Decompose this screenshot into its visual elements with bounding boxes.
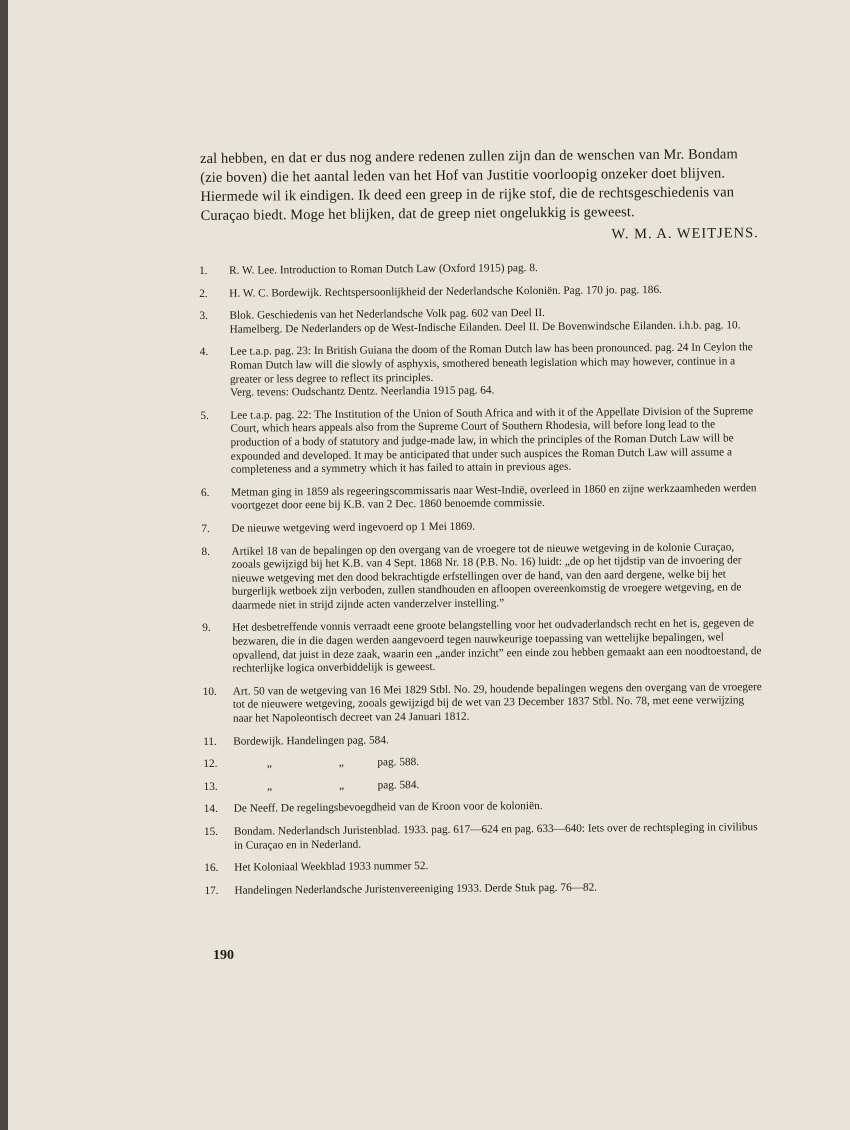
footnote-text: Het Koloniaal Weekblad 1933 nummer 52. (234, 860, 429, 874)
footnote-text-2: Hamelberg. De Nederlanders op de West-Indische Eilanden. Deel II. De Bovenwindsche Eilanden. i.h.b. pag. 10. (229, 319, 741, 336)
footnote-15 (203, 821, 764, 853)
footnote-text: pag. 584. (377, 778, 420, 792)
footnote-1 (201, 260, 759, 278)
ditto-mark: „ (266, 780, 273, 793)
footnote-2 (201, 283, 759, 301)
footnote-number: 9. (202, 622, 211, 635)
footnote-text: H. W. C. Bordewijk. Rechtspersoonlijkheid der Nederlandsche Koloniën. Pag. 170 jo. pag. 186. (229, 283, 662, 300)
footnote-text: pag. 588. (377, 756, 420, 769)
footnote-17 (206, 880, 764, 898)
paragraph-2: Hiermede wil ik eindigen. Ik deed een greep in de rijke stof, die de rechtsgeschiedenis van Curaçao biedt. Moge het blijken, dat de greep niet ongelukkig is geweest. (200, 184, 735, 224)
footnote-number: 14. (203, 803, 218, 816)
page-number: 190 (213, 948, 234, 963)
footnote-10 (202, 680, 763, 727)
footnote-text: Art. 50 van de wetgeving van 16 Mei 1829 Stbl. No. 29, houdende bepalingen wegens den overgang van de vroegere tot de nieuwere wetgeving, zooals gewijzigd bij de wet van 23 December 1837 Stbl. No. 78, met eene verwijzing naar het Napoleontisch decreet van 24 Januari 1812. (232, 680, 762, 725)
footnote-3 (201, 305, 759, 337)
footnote-number: 2. (199, 287, 208, 300)
footnote-16 (206, 857, 764, 875)
ditto-mark: „ (338, 756, 344, 770)
footnote-text: Bordewijk. Handelingen pag. 584. (233, 734, 389, 748)
footnote-text: Artikel 18 van de bepalingen op den overgang van de vroegere tot de nieuwe wetgeving in de kolonie Curaçao, zooals gewijzigd bij het K.B. van 4 Sept. 1868 Nr. 18 (P.B. No. 16) luidt: „de op het tijdstip van de invoering der nieuwe wetgeving met den dood bekrachtigde erfstellingen over de hand, van den aard dergene, welke bij het burgerlijk wetboek zijn verboden, zullen standhouden en afloopen overeenkomstig de vroegere wetgeving, en de daarmede niet in strijd zijnde acten vanderzelver instelling.” (231, 540, 742, 612)
footnote-text: Metman ging in 1859 als regeeringscommissaris naar West-Indië, overleed in 1860 en zijne werkzaamheden werden voortgezet door eene bij K.B. van 2 Dec. 1860 benoemde commissie. (230, 481, 757, 513)
footnote-6 (200, 481, 761, 514)
footnote-text: De nieuwe wetgeving werd ingevoerd op 1 Mei 1869. (231, 520, 476, 535)
footnote-text: Lee t.a.p. pag. 22: The Institution of the Union of South Africa and with it of the Appellate Division of the Supreme Court, which hears appeals also from the Supreme Court of Southern Rhodesia, will before long lead to the production of a body of statutory and judge-made law, in which the principles of the Roman Dutch Law will be expounded and developed. It may be anticipated that under such auspices the Roman Dutch Law will assume a completeness and a symmetry which it has failed to attain in previous ages. (230, 404, 754, 476)
footnote-11 (205, 731, 763, 749)
author-signature: W. M. A. WEITJENS. (611, 225, 759, 243)
footnote-number: 10. (202, 685, 217, 698)
ditto-mark: „ (338, 779, 345, 792)
footnote-5 (202, 405, 761, 478)
ditto-mark: „ (266, 757, 272, 770)
scan-edge (0, 0, 8, 1130)
footnote-13 (203, 776, 764, 794)
footnote-number: 13. (203, 780, 218, 793)
footnote-12 (205, 753, 763, 771)
footnote-4 (199, 341, 760, 400)
footnotes (201, 260, 765, 898)
footnote-number: 6. (200, 486, 210, 499)
paragraph-1: zal hebben, en dat er dus nog andere redenen zullen zijn dan de wenschen van Mr. Bondam (zie boven) die het aantal leden van het Hof van Justitie voorloopig onzeker doet blijven. (200, 146, 738, 186)
footnote-number: 11. (203, 735, 217, 748)
footnote-number: 5. (200, 409, 209, 422)
footnote-text: Het desbetreffende vonnis verraadt eene groote belangstelling voor het oudvaderlandsch recht en het is, gegeven de bezwaren, die in die dagen werden aangevoerd tegen nauwkeurige toepassing van wettelijke bepalingen, wel opvallend, dat juist in deze zaak, waarin een „ander inzicht” een einde zou hebben gemaakt aan een noodtoestand, de rechterlijke logica onverbiddelijk is geweest. (232, 617, 762, 675)
footnote-8 (203, 541, 762, 614)
footnote-number: 16. (204, 862, 219, 875)
footnote-number: 4. (199, 346, 209, 359)
footnote-number: 12. (203, 758, 218, 771)
footnote-text-2: Verg. tevens: Oudschantz Dentz. Neerlandia 1915 pag. 64. (230, 384, 495, 399)
footnote-number: 1. (199, 264, 208, 278)
footnote-14 (203, 799, 764, 817)
footnote-text: R. W. Lee. Introduction to Roman Dutch Law (Oxford 1915) pag. 8. (229, 262, 538, 277)
footnote-number: 15. (203, 825, 219, 838)
main-text (200, 145, 765, 907)
footnote-text: Bondam. Nederlandsch Juristenblad. 1933. pag. 617—624 en pag. 633—640: Iets over de rechtspleging in civilibus in Curaçao en in Nederland. (233, 821, 758, 852)
footnote-9 (204, 618, 762, 677)
footnote-number: 8. (201, 545, 211, 558)
footnote-text: Blok. Geschiedenis van het Nederlandsche Volk pag. 602 van Deel II. (229, 307, 545, 322)
footnote-text: De Neeff. De regelingsbevoegdheid van de Kroon voor de koloniën. (233, 800, 543, 816)
footnote-number: 7. (201, 522, 210, 535)
footnote-7 (203, 518, 761, 536)
footnote-number: 17. (204, 884, 219, 897)
footnote-text: Lee t.a.p. pag. 23: In British Guiana the doom of the Roman Dutch law has been pronounced. pag. 24 In Ceylon the Roman Dutch law will die slowly of asphyxis, smothered beneath legislation which may however, continue in a greater or less degree to reflect its principles. (229, 341, 753, 386)
footnote-text: Handelingen Nederlandsche Juristenvereeniging 1933. Derde Stuk pag. 76—82. (234, 881, 598, 897)
footnote-number: 3. (199, 310, 208, 323)
